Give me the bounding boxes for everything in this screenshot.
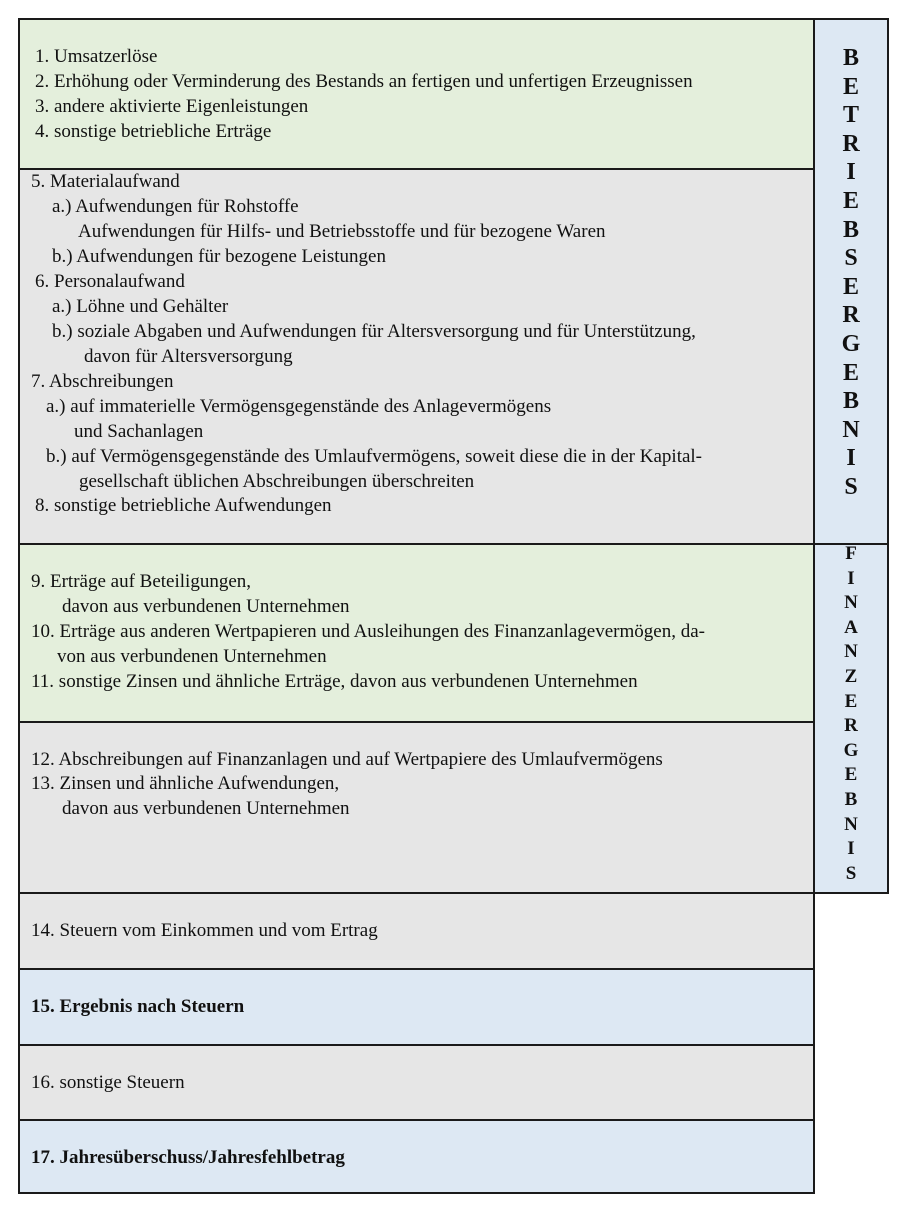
side-label-betriebsergebnis — [815, 44, 887, 502]
betriebsergebnis-letter: E — [842, 359, 859, 386]
betriebsergebnis-letter: R — [842, 130, 860, 157]
item-13-zinsaufwendungen: 13. Zinsen und ähnliche Aufwendungen, — [31, 773, 340, 794]
item-9-verbundene: davon aus verbundenen Unternehmen — [62, 596, 350, 617]
finanzergebnis-letter: S — [845, 862, 857, 884]
item-9-beteiligungen: 9. Erträge auf Beteiligungen, — [31, 571, 252, 592]
finanzergebnis-letter: N — [844, 592, 858, 614]
finanzergebnis-letter: N — [844, 813, 858, 835]
betriebsergebnis-letter: B — [842, 388, 859, 415]
item-1-umsatzerloese: 1. Umsatzerlöse — [35, 46, 158, 67]
item-5a-rohstoffe: a.) Aufwendungen für Rohstoffe — [52, 196, 299, 217]
item-8-sonstige-aufwendungen: 8. sonstige betriebliche Aufwendungen — [35, 495, 332, 516]
betriebsergebnis-letter: S — [844, 245, 858, 272]
betriebsergebnis-letter: S — [844, 473, 858, 500]
item-16-sonstige-steuern: 16. sonstige Steuern — [31, 1072, 185, 1093]
finanzergebnis-letter: F — [845, 543, 857, 564]
betriebsergebnis-letter: E — [842, 273, 859, 300]
finanzergebnis-letter: R — [844, 715, 858, 737]
item-10-wertpapiere: 10. Erträge aus anderen Wertpapieren und Ausleihungen des Finanzanlagevermögen, da- — [31, 621, 705, 642]
finanzergebnis-letter: I — [847, 567, 855, 589]
betriebsergebnis-letter: B — [842, 216, 859, 243]
item-11-zinsen: 11. sonstige Zinsen und ähnliche Erträge, davon aus verbundenen Unternehmen — [31, 671, 638, 692]
item-6a-loehne: a.) Löhne und Gehälter — [52, 296, 229, 317]
item-13-verbundene: davon aus verbundenen Unternehmen — [62, 798, 350, 819]
betriebsergebnis-letter: B — [842, 45, 859, 71]
item-6b-soziale-abgaben: b.) soziale Abgaben und Aufwendungen für Altersversorgung und für Unterstützung, — [52, 321, 696, 342]
item-7a-immaterielle: a.) auf immaterielle Vermögensgegenstände des Anlagevermögens — [46, 396, 552, 417]
betriebsergebnis-letter: E — [842, 187, 859, 214]
item-5b-leistungen: b.) Aufwendungen für bezogene Leistungen — [52, 246, 386, 267]
item-7-abschreibungen: 7. Abschreibungen — [31, 371, 174, 392]
item-7a-sachanlagen: und Sachanlagen — [74, 421, 204, 442]
item-6-personalaufwand: 6. Personalaufwand — [35, 271, 185, 292]
betriebsergebnis-letter: R — [842, 302, 860, 329]
betriebsergebnis-letter: G — [841, 330, 861, 357]
item-5-materialaufwand: 5. Materialaufwand — [31, 171, 180, 192]
betriebsergebnis-letter: T — [842, 102, 859, 129]
finanzergebnis-letter: N — [844, 641, 858, 663]
item-10-verbundene: von aus verbundenen Unternehmen — [57, 646, 327, 667]
item-15-ergebnis-nach-steuern: 15. Ergebnis nach Steuern — [31, 996, 245, 1017]
betriebsergebnis-letter: N — [842, 416, 860, 443]
item-17-jahresueberschuss: 17. Jahresüberschuss/Jahresfehlbetrag — [31, 1147, 345, 1168]
finanzergebnis-letter: G — [843, 739, 859, 761]
finanzergebnis-letter: Z — [844, 665, 858, 687]
item-7b-kapitalgesellschaft: gesellschaft üblichen Abschreibungen überschreiten — [79, 471, 475, 492]
item-6b-altersversorgung: davon für Altersversorgung — [84, 346, 293, 367]
item-7b-umlaufvermoegen: b.) auf Vermögensgegenstände des Umlaufvermögens, soweit diese die in der Kapital- — [46, 446, 703, 467]
betriebsergebnis-letter: E — [842, 73, 859, 100]
betriebsergebnis-letter: I — [846, 445, 856, 472]
betriebsergebnis-letter: I — [846, 159, 856, 186]
item-3-eigenleistungen: 3. andere aktivierte Eigenleistungen — [35, 96, 309, 117]
finanzergebnis-letter: E — [844, 690, 858, 712]
finanzergebnis-letter: E — [844, 764, 858, 786]
item-14-steuern-einkommen: 14. Steuern vom Einkommen und vom Ertrag — [31, 920, 378, 941]
finanzergebnis-letter: I — [847, 838, 855, 860]
item-4-sonstige-ertraege: 4. sonstige betriebliche Erträge — [35, 121, 272, 142]
item-2-bestandsveraenderung: 2. Erhöhung oder Verminderung des Bestands an fertigen und unfertigen Erzeugnissen — [35, 71, 693, 92]
side-label-finanzergebnis — [815, 542, 887, 886]
finanzergebnis-letter: B — [844, 788, 858, 810]
finanzergebnis-letter: A — [844, 616, 858, 638]
item-12-abschreibungen-finanzanlagen: 12. Abschreibungen auf Finanzanlagen und auf Wertpapiere des Umlaufvermögens — [31, 749, 663, 770]
item-5a-hilfsstoffe: Aufwendungen für Hilfs- und Betriebsstoffe und für bezogene Waren — [78, 221, 606, 242]
